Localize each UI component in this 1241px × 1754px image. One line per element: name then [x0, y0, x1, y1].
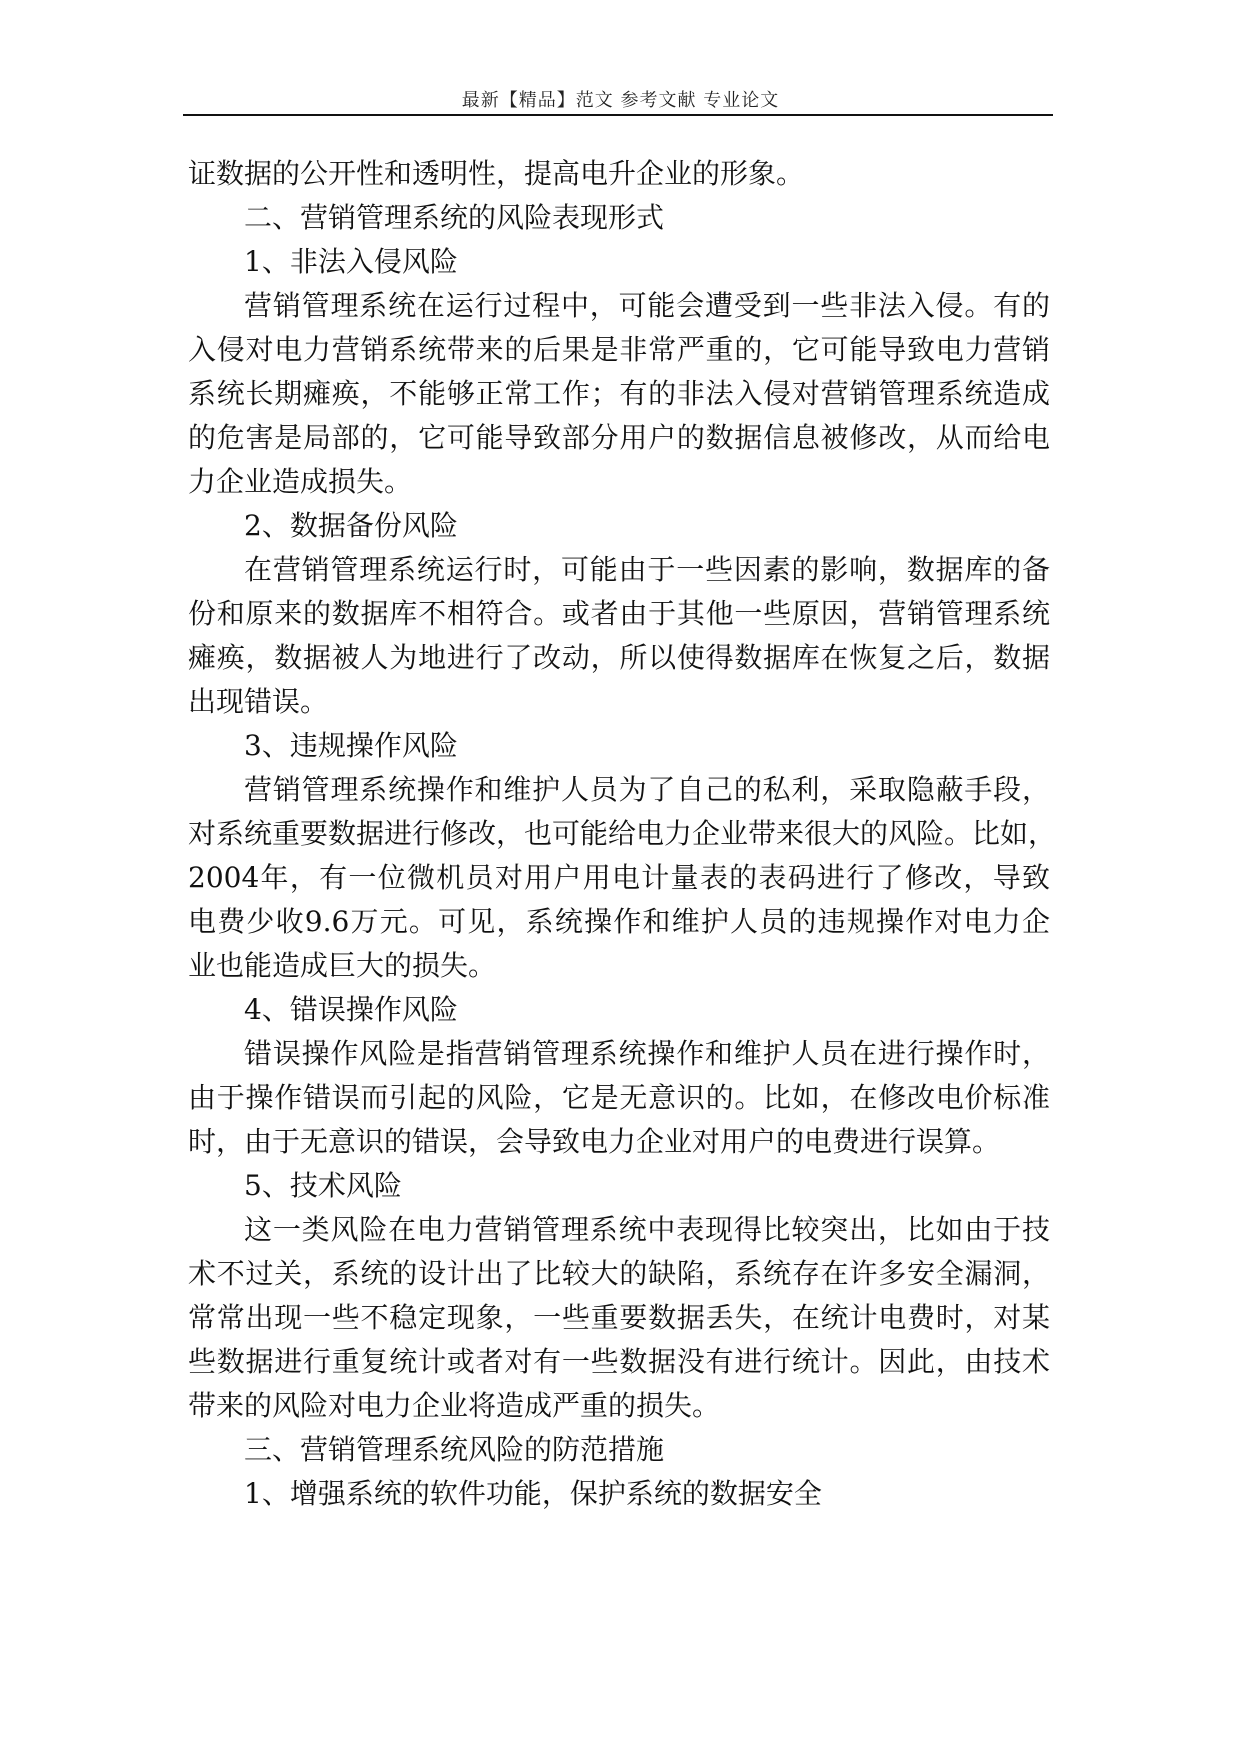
paragraph-line: 电费少收9.6万元。可见，系统操作和维护人员的违规操作对电力企 [188, 905, 1050, 938]
paragraph-line: 系统长期瘫痪，不能够正常工作；有的非法入侵对营销管理系统造成 [188, 377, 1050, 410]
header-divider [183, 114, 1053, 116]
section-heading: 二、营销管理系统的风险表现形式 [244, 201, 665, 234]
paragraph-line: 2004年，有一位微机员对用户用电计量表的表码进行了修改，导致 [188, 861, 1050, 894]
page-header: 最新【精品】范文 参考文献 专业论文 [461, 90, 780, 111]
document-body [188, 152, 1057, 1516]
section-heading: 1、非法入侵风险 [244, 245, 458, 278]
paragraph-line: 在营销管理系统运行时，可能由于一些因素的影响，数据库的备 [244, 553, 1050, 586]
paragraph-line: 由于操作错误而引起的风险，它是无意识的。比如，在修改电价标准 [188, 1081, 1050, 1114]
section-heading: 3、违规操作风险 [244, 729, 458, 762]
paragraph-line: 这一类风险在电力营销管理系统中表现得比较突出，比如由于技 [244, 1213, 1050, 1246]
paragraph-line: 证数据的公开性和透明性，提高电升企业的形象。 [188, 157, 805, 190]
section-heading: 2、数据备份风险 [244, 509, 458, 542]
section-heading: 5、技术风险 [244, 1169, 402, 1202]
paragraph-line: 对系统重要数据进行修改，也可能给电力企业带来很大的风险。比如， [188, 817, 1057, 850]
paragraph-line: 营销管理系统在运行过程中，可能会遭受到一些非法入侵。有的 [244, 289, 1050, 322]
section-heading: 4、错误操作风险 [244, 993, 458, 1026]
paragraph-line: 瘫痪，数据被人为地进行了改动，所以使得数据库在恢复之后，数据 [188, 641, 1050, 674]
paragraph-line: 带来的风险对电力企业将造成严重的损失。 [188, 1389, 721, 1422]
paragraph-line: 入侵对电力营销系统带来的后果是非常严重的，它可能导致电力营销 [188, 333, 1050, 366]
section-heading: 三、营销管理系统风险的防范措施 [244, 1433, 665, 1466]
paragraph-line: 常常出现一些不稳定现象，一些重要数据丢失，在统计电费时，对某 [188, 1301, 1050, 1334]
section-heading: 1、增强系统的软件功能，保护系统的数据安全 [244, 1477, 822, 1510]
paragraph-line: 术不过关，系统的设计出了比较大的缺陷，系统存在许多安全漏洞， [188, 1257, 1050, 1290]
paragraph-line: 的危害是局部的，它可能导致部分用户的数据信息被修改，从而给电 [188, 421, 1050, 454]
paragraph-line: 份和原来的数据库不相符合。或者由于其他一些原因，营销管理系统 [188, 597, 1050, 630]
paragraph-line: 出现错误。 [188, 685, 329, 718]
paragraph-line: 时，由于无意识的错误，会导致电力企业对用户的电费进行误算。 [188, 1125, 1001, 1158]
paragraph-line: 错误操作风险是指营销管理系统操作和维护人员在进行操作时， [244, 1037, 1050, 1070]
paragraph-line: 业也能造成巨大的损失。 [188, 949, 497, 982]
paragraph-line: 营销管理系统操作和维护人员为了自己的私利，采取隐蔽手段， [244, 773, 1050, 806]
paragraph-line: 些数据进行重复统计或者对有一些数据没有进行统计。因此，由技术 [188, 1345, 1050, 1378]
paragraph-line: 力企业造成损失。 [188, 465, 413, 498]
